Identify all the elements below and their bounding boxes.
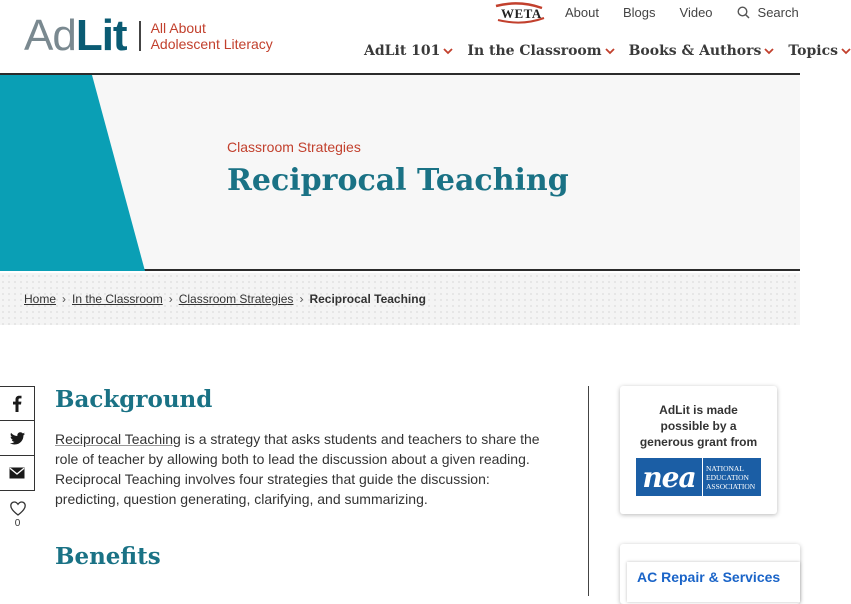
site-header [0,0,839,75]
search-button[interactable] [737,5,799,20]
breadcrumb-home[interactable]: Home [24,292,57,306]
nea-logo-text [702,458,761,496]
nav-in-the-classroom-label: In the Classroom [467,43,602,59]
tagline-line2: Adolescent Literacy [150,36,273,52]
background-text: is a strategy that asks students and teachers to share the role of teacher by allowing both to lead the discussion about a given reading. Reciprocal Teaching involves four strategies that guide the discussion: predicting, question generating, clarifying, and summarizing. [55,431,540,507]
tagline-line1: All About [150,20,206,36]
breadcrumb [0,273,800,325]
breadcrumb-strategies[interactable]: Classroom Strategies [178,292,294,306]
twitter-icon [10,432,25,445]
nav-about[interactable]: About [565,5,599,20]
logo-tagline [151,20,273,52]
hero-accent-shape [0,75,150,271]
like-button[interactable] [0,501,35,529]
utility-nav [565,5,799,20]
breadcrumb-separator-icon: › [299,292,304,306]
background-paragraph [55,429,555,509]
nav-blogs[interactable]: Blogs [622,5,656,20]
nea-logo-mark: nea [642,460,696,494]
search-icon [737,6,750,19]
heart-icon [10,501,26,516]
logo-lit: Lit [75,11,127,60]
share-twitter-button[interactable] [0,421,35,456]
sponsor-card [620,386,777,514]
breadcrumb-current: Reciprocal Teaching [309,292,426,306]
chevron-down-icon [443,47,453,55]
share-bar [0,386,35,529]
page-hero [0,75,800,271]
chevron-down-icon [605,47,615,55]
nea-line3: ASSOCIATION [706,481,756,491]
nav-topics[interactable] [788,43,851,59]
share-facebook-button[interactable] [0,386,35,421]
breadcrumb-separator-icon: › [62,292,67,306]
breadcrumb-separator-icon: › [168,292,173,306]
nav-in-the-classroom[interactable] [467,43,614,59]
nea-logo[interactable] [636,458,761,496]
content-sidebar-divider [588,386,589,596]
breadcrumb-in-classroom[interactable]: In the Classroom [72,292,163,306]
nea-line2: EDUCATION [706,472,749,482]
nea-line1: NATIONAL [706,463,744,473]
like-count: 0 [14,518,21,529]
facebook-icon [12,395,22,412]
nav-topics-label: Topics [788,43,839,59]
page-title: Reciprocal Teaching [227,163,569,198]
weta-text: WETA [501,6,542,21]
ad-card [620,544,800,604]
hero-category[interactable]: Classroom Strategies [227,139,361,155]
article-content [55,386,555,570]
weta-logo[interactable] [492,2,546,24]
nav-books-authors-label: Books & Authors [628,43,762,59]
logo-ad: Ad [24,11,76,60]
sponsor-text: AdLit is made possible by a generous grant from [639,403,758,449]
nav-books-authors[interactable] [629,43,775,59]
share-email-button[interactable] [0,456,35,491]
reciprocal-teaching-link[interactable]: Reciprocal Teaching [55,431,181,447]
search-label: Search [757,5,799,20]
ad-link[interactable] [627,562,800,602]
logo-divider [139,21,141,51]
ad-title: AC Repair & Services [637,569,781,585]
adlit-logo[interactable] [24,11,273,60]
email-icon [9,467,25,479]
main-nav [364,43,851,59]
background-heading: Background [55,386,213,413]
nav-adlit-101-label: AdLit 101 [364,43,441,59]
chevron-down-icon [841,47,851,55]
chevron-down-icon [764,47,774,55]
nav-video[interactable]: Video [679,5,713,20]
benefits-heading: Benefits [55,543,161,570]
nav-adlit-101[interactable] [364,43,453,59]
